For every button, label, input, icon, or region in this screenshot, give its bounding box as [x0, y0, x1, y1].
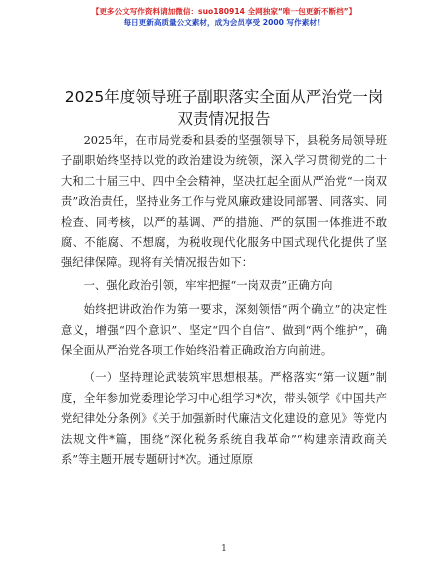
- title-line-1: 2025年度领导班子副职落实全面从严治党一岗: [64, 88, 384, 106]
- page-number: 1: [221, 544, 227, 554]
- banner-line-promo: 【更多公文写作资料请加微信：suo180914 全网独家“唯一包更新不断档”】: [91, 7, 357, 16]
- paragraph-subsection-1: （一）坚持理论武装筑牢思想根基。严格落实“第一议题”制度，全年参加党委理论学习中心组学习*次，带头领学《中国共产党纪律处分条例》《关于加强新时代廉洁文化建设的意见》等党内法规文件*篇，围绕“深化税务系统自我革命”“构建亲清政商关系”等主题开展专题研讨*次。通过原原: [61, 371, 387, 467]
- document-title: [40, 86, 408, 130]
- title-line-2: 双责情况报告: [177, 110, 271, 128]
- header-banner: [0, 6, 448, 28]
- section-heading: 一、强化政治引领，牢牢把握“一岗双责”正确方向: [83, 278, 333, 292]
- paragraph-section-intro: 始终把讲政治作为第一要求，深刻领悟“两个确立”的决定性意义，增强“四个意识”、坚定“四个自信”、做到“两个维护”，确保全面从严治党各项工作始终沿着正确政治方向前进。: [61, 303, 387, 358]
- paragraph-intro: 2025年，在市局党委和县委的坚强领导下，县税务局领导班子副职始终坚持以党的政治建设为统领，深入学习贯彻党的二十大和二十届三中、四中全会精神，坚决扛起全面从严治党“一岗双责”政治责任，坚持业务工作与党风廉政建设同部署、同落实、同检查、同考核，以严的基调、严的措施、严的氛围一体推进不敢腐、不能腐、不想腐，为税收现代化服务中国式现代化提供了坚强纪律保障。现将有关情况报告如下：: [61, 134, 387, 270]
- document-body: [61, 131, 387, 471]
- banner-line-membership: 每日更新高质量公文素材，成为会员享受 2000 写作素材！: [123, 18, 325, 27]
